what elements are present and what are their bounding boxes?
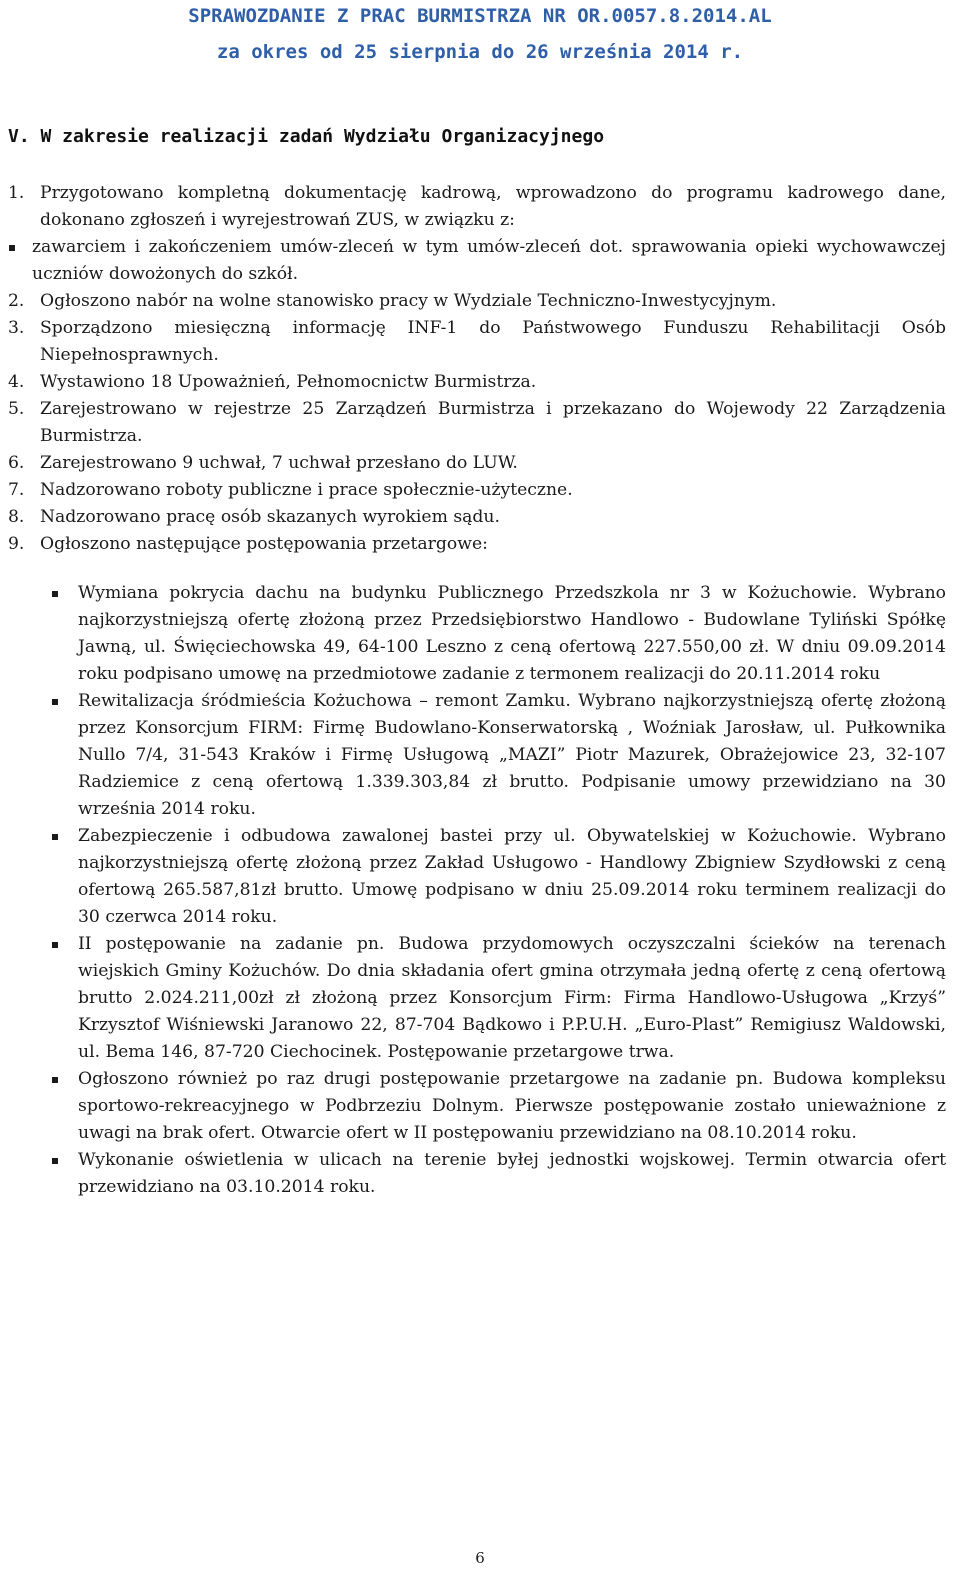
list-item	[8, 477, 946, 504]
item-text: Sporządzono miesięczną informację INF-1 do Państwowego Funduszu Rehabilitacji Osób Niepełnosprawnych.	[40, 318, 946, 365]
tender-text: Wykonanie oświetlenia w ulicach na terenie byłej jednostki wojskowej. Termin otwarcia ofert przewidziano na 03.10.2014 roku.	[78, 1150, 946, 1197]
report-header	[0, 0, 960, 70]
sub-item-text: zawarciem i zakończeniem umów-zleceń w tym umów-zleceń dot. sprawowania opieki wychowawczej uczniów dowożonych do szkół.	[32, 237, 946, 284]
item-number: 5.	[8, 399, 25, 419]
bullet-icon	[46, 688, 78, 715]
item-number: 4.	[8, 372, 25, 392]
item-text: Zarejestrowano 9 uchwał, 7 uchwał przesłano do LUW.	[40, 453, 518, 473]
tender-text: II postępowanie na zadanie pn. Budowa przydomowych oczyszczalni ścieków na terenach wiejskich Gminy Kożuchów. Do dnia składania ofert gmina otrzymała jedną ofertę z ceną ofertową brutto 2.024.211,00zł zł złożoną przez Konsorcjum Firm: Firma Handlowo-Usługowa „Krzyś” Krzysztof Wiśniewski Jaranowo 22, 87-704 Bądkowo i P.P.U.H. „Euro-Plast” Remigiusz Waldowski, ul. Bema 146, 87-720 Ciechocinek. Postępowanie przetargowe trwa.	[78, 934, 946, 1062]
list-item	[8, 450, 946, 477]
list-item	[8, 504, 946, 531]
list-item	[8, 369, 946, 396]
list-item	[8, 315, 946, 369]
tender-item	[46, 1066, 946, 1147]
tender-item	[46, 580, 946, 688]
item-text: Ogłoszono następujące postępowania przetargowe:	[40, 534, 488, 554]
list-item	[8, 396, 946, 450]
tender-item	[46, 1147, 946, 1201]
item-text: Przygotowano kompletną dokumentację kadrową, wprowadzono do programu kadrowego dane, dokonano zgłoszeń i wyrejestrowań ZUS, w związku z:	[40, 183, 946, 230]
item-text: Nadzorowano roboty publiczne i prace społecznie-użyteczne.	[40, 480, 573, 500]
bullet-icon	[8, 234, 32, 261]
list-item	[8, 288, 946, 315]
item-text: Zarejestrowano w rejestrze 25 Zarządzeń Burmistrza i przekazano do Wojewody 22 Zarządzenia Burmistrza.	[40, 399, 946, 446]
page-number: 6	[475, 1549, 485, 1567]
item-text: Ogłoszono nabór na wolne stanowisko pracy w Wydziale Techniczno-Inwestycyjnym.	[40, 291, 777, 311]
tender-list	[8, 580, 946, 1201]
report-period: za okres od 25 sierpnia do 26 września 2014 r.	[216, 41, 744, 63]
item-number: 7.	[8, 480, 25, 500]
report-title: SPRAWOZDANIE Z PRAC BURMISTRZA NR OR.0057.8.2014.AL	[188, 5, 772, 27]
sub-list-item	[8, 234, 946, 288]
tender-item	[46, 931, 946, 1066]
tender-text: Rewitalizacja śródmieścia Kożuchowa – remont Zamku. Wybrano najkorzystniejszą ofertę złożoną przez Konsorcjum FIRM: Firmę Budowlano-Konserwatorską , Woźniak Jarosław, ul. Pułkownika Nullo 7/4, 31-543 Kraków i Firmę Usługową „MAZI” Piotr Mazurek, Obrażejowice 23, 32-107 Radziemice z ceną ofertową 1.339.303,84 zł brutto. Podpisanie umowy przewidziano na 30 września 2014 roku.	[78, 691, 946, 819]
bullet-icon	[46, 931, 78, 958]
bullet-icon	[46, 823, 78, 850]
tender-item	[46, 823, 946, 931]
item-number: 1.	[8, 183, 25, 203]
tender-text: Zabezpieczenie i odbudowa zawalonej bastei przy ul. Obywatelskiej w Kożuchowie. Wybrano najkorzystniejszą ofertę złożoną przez Zakład Usługowo - Handlowy Zbigniew Szydłowski z ceną ofertową 265.587,81zł brutto. Umowę podpisano w dniu 25.09.2014 roku terminem realizacji do 30 czerwca 2014 roku.	[78, 826, 946, 927]
section-content	[8, 180, 946, 1201]
tender-item	[46, 688, 946, 823]
tender-text: Wymiana pokrycia dachu na budynku Publicznego Przedszkola nr 3 w Kożuchowie. Wybrano najkorzystniejszą ofertę złożoną przez Przedsiębiorstwo Handlowo - Budowlane Tyliński Spółkę Jawną, ul. Święciechowska 49, 64-100 Leszno z ceną ofertową 227.550,00 zł. W dniu 09.09.2014 roku podpisano umowę na przedmiotowe zadanie z termonem realizacji do 20.11.2014 roku	[78, 583, 946, 684]
section-title: V. W zakresie realizacji zadań Wydziału Organizacyjnego	[8, 126, 605, 147]
spacer	[8, 558, 946, 580]
item-text: Nadzorowano pracę osób skazanych wyrokiem sądu.	[40, 507, 500, 527]
item-text: Wystawiono 18 Upoważnień, Pełnomocnictw Burmistrza.	[40, 372, 537, 392]
bullet-icon	[46, 1066, 78, 1093]
bullet-icon	[46, 580, 78, 607]
item-number: 6.	[8, 453, 25, 473]
tender-text: Ogłoszono również po raz drugi postępowanie przetargowe na zadanie pn. Budowa kompleksu sportowo-rekreacyjnego w Podbrzeziu Dolnym. Pierwsze postępowanie zostało unieważnione z uwagi na brak ofert. Otwarcie ofert w II postępowaniu przewidziano na 08.10.2014 roku.	[78, 1069, 946, 1143]
item-number: 9.	[8, 534, 25, 554]
item-number: 8.	[8, 507, 25, 527]
item-number: 3.	[8, 318, 25, 338]
bullet-icon	[46, 1147, 78, 1174]
item-number: 2.	[8, 291, 25, 311]
list-item	[8, 180, 946, 234]
list-item	[8, 531, 946, 558]
